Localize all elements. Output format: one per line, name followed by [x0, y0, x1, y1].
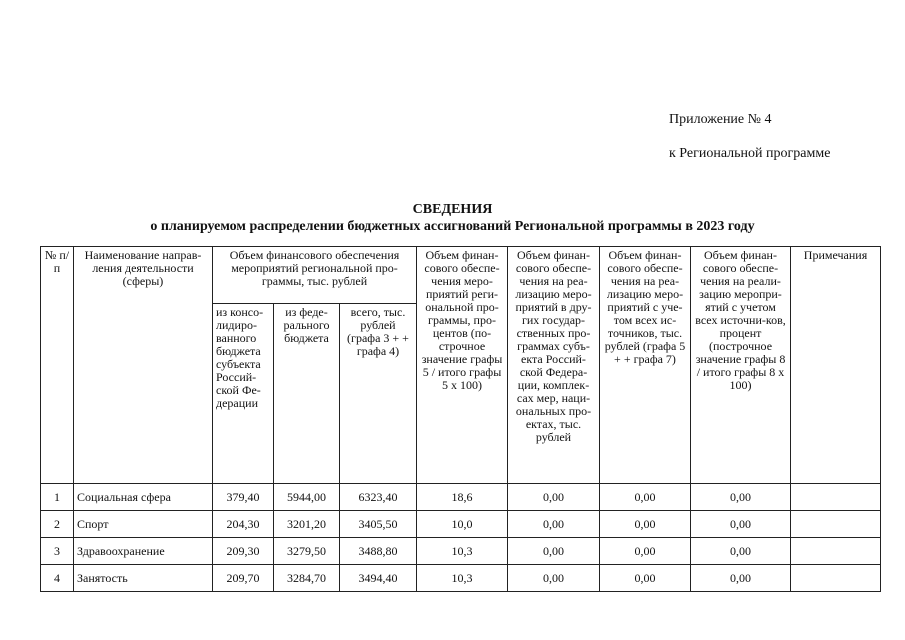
cell-other: 0,00: [508, 511, 600, 538]
cell-share: 10,0: [417, 511, 508, 538]
cell-note: [791, 538, 881, 565]
cell-federal: 3284,70: [274, 565, 340, 592]
cell-all: 0,00: [600, 565, 691, 592]
header-notes: Примечания: [791, 247, 881, 484]
header-other-programs: Объем финан-сового обеспе-чения на реа-лизацию меро-приятий в дру-гих государ-ственных про-граммах субъ-екта Россий-ской Федера-ции, комплек-сах мер, наци-ональных про-ектах, тыс. рублей: [508, 247, 600, 484]
cell-num: 2: [41, 511, 74, 538]
table-row: [41, 511, 881, 538]
cell-all: 0,00: [600, 511, 691, 538]
cell-consolidated: 204,30: [213, 511, 274, 538]
cell-federal: 5944,00: [274, 484, 340, 511]
allocation-table: [40, 246, 881, 592]
cell-all: 0,00: [600, 484, 691, 511]
cell-other: 0,00: [508, 484, 600, 511]
cell-federal: 3201,20: [274, 511, 340, 538]
header-share-percent: Объем финан-сового обеспе-чения меро-приятий реги-ональной про-граммы, про-центов (по-строчное значение графы 5 / итого графы 5 х 100): [417, 247, 508, 484]
cell-note: [791, 484, 881, 511]
cell-name: Занятость: [74, 565, 213, 592]
cell-all-pct: 0,00: [691, 565, 791, 592]
table-row: [41, 484, 881, 511]
cell-federal: 3279,50: [274, 538, 340, 565]
cell-share: 10,3: [417, 565, 508, 592]
cell-consolidated: 209,30: [213, 538, 274, 565]
cell-share: 10,3: [417, 538, 508, 565]
cell-name: Социальная сфера: [74, 484, 213, 511]
cell-all-pct: 0,00: [691, 538, 791, 565]
cell-consolidated: 379,40: [213, 484, 274, 511]
cell-all: 0,00: [600, 538, 691, 565]
cell-note: [791, 511, 881, 538]
document-subtitle: о планируемом распределении бюджетных ассигнований Региональной программы в 2023 году: [150, 219, 755, 234]
header-consolidated: из консо-лидиро-ванного бюджета субъекта Россий-ской Фе-дерации: [213, 304, 274, 484]
cell-all-pct: 0,00: [691, 511, 791, 538]
annex-reference: к Региональной программе: [669, 146, 831, 161]
header-all-sources: Объем финан-сового обеспе-чения на реа-лизацию меро-приятий с уче-том всех ис-точников, тыс. рублей (графа 5 + + графа 7): [600, 247, 691, 484]
cell-num: 3: [41, 538, 74, 565]
header-funding-group: Объем финансового обеспечения мероприятий региональной про-граммы, тыс. рублей: [213, 247, 417, 304]
header-total: всего, тыс. рублей (графа 3 + + графа 4): [340, 304, 417, 484]
cell-other: 0,00: [508, 538, 600, 565]
header-name: Наименование направ-ления деятельности (сферы): [74, 247, 213, 484]
header-federal: из феде-рального бюджета: [274, 304, 340, 484]
document-title: СВЕДЕНИЯ: [412, 202, 493, 217]
table-row: [41, 565, 881, 592]
cell-total: 3494,40: [340, 565, 417, 592]
header-num: № п/п: [41, 247, 74, 484]
table-row: [41, 538, 881, 565]
cell-total: 3405,50: [340, 511, 417, 538]
header-all-sources-percent: Объем финан-сового обеспе-чения на реали-зацию меропри-ятий с учетом всех источни-ков, процент (построчное значение графы 8 / итого графы 8 х 100): [691, 247, 791, 484]
cell-note: [791, 565, 881, 592]
cell-total: 6323,40: [340, 484, 417, 511]
cell-share: 18,6: [417, 484, 508, 511]
cell-name: Спорт: [74, 511, 213, 538]
cell-num: 1: [41, 484, 74, 511]
cell-consolidated: 209,70: [213, 565, 274, 592]
annex-number: Приложение № 4: [669, 112, 772, 127]
cell-name: Здравоохранение: [74, 538, 213, 565]
cell-num: 4: [41, 565, 74, 592]
cell-all-pct: 0,00: [691, 484, 791, 511]
cell-total: 3488,80: [340, 538, 417, 565]
cell-other: 0,00: [508, 565, 600, 592]
